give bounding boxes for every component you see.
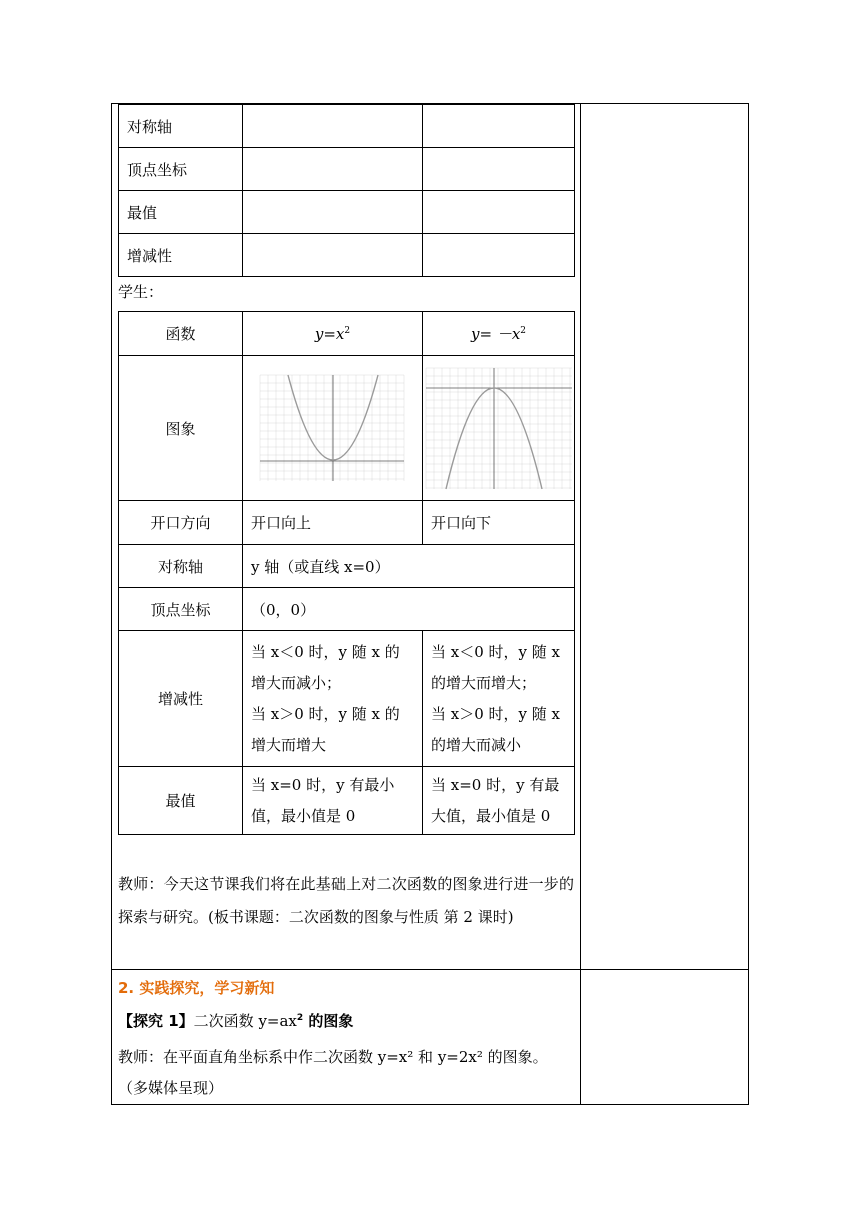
row-label: 最值	[119, 191, 243, 234]
table-row	[119, 105, 575, 148]
graph-down-parabola	[424, 366, 574, 491]
row-label: 增减性	[119, 234, 243, 277]
student-label: 学生：	[118, 283, 164, 301]
frame-row-divider	[111, 969, 749, 970]
graph-up-parabola	[258, 373, 408, 483]
table-row	[119, 191, 575, 234]
header-f1: $y=x^2$	[243, 312, 423, 356]
section-title: 2. 实践探究，学习新知	[118, 979, 275, 997]
table-row: 开口方向 开口向上 开口向下	[119, 501, 575, 545]
table-row-graph	[119, 356, 575, 501]
table-header-row	[119, 312, 575, 356]
grid	[426, 368, 572, 489]
graph-label: 图象	[119, 356, 243, 501]
table-row	[119, 148, 575, 191]
header-f2: $y= -x^2$	[423, 312, 575, 356]
frame-column-divider	[580, 103, 581, 1105]
table-row: 对称轴 y 轴（或直线 x=0）	[119, 545, 575, 588]
table-row	[119, 234, 575, 277]
table-row: 顶点坐标 （0，0）	[119, 588, 575, 631]
teacher-paragraph: 教师：今天这节课我们将在此基础上对二次函数的图象进行进一步的探索与研究。(板书课题：二次函数的图象与性质 第 2 课时)	[118, 875, 574, 926]
table-row: 最值 当 x=0 时，y 有最小 值，最小值是 0 当 x=0 时，y 有最 大值，最小值是 0	[119, 767, 575, 835]
function-property-table	[118, 311, 575, 835]
grid	[260, 375, 404, 481]
header-function: 函数	[119, 312, 243, 356]
probe-heading: 【探究 1】二次函数 $y=ax^2$ 的图象	[118, 1012, 354, 1030]
row-label: 对称轴	[119, 105, 243, 148]
row-label: 顶点坐标	[119, 148, 243, 191]
blank-property-table	[118, 104, 575, 277]
teacher-instruction: 教师：在平面直角坐标系中作二次函数 y=x² 和 y=2x² 的图象。 （多媒体呈现）	[118, 1048, 548, 1097]
table-row: 增减性 当 x＜0 时，y 随 x 的 增大而减小； 当 x＞0 时，y 随 x 的 增大而增大 当 x＜0 时，y 随 x 的增大而增大； 当 x＞0 时，y 随 x 的增大而减小	[119, 631, 575, 767]
